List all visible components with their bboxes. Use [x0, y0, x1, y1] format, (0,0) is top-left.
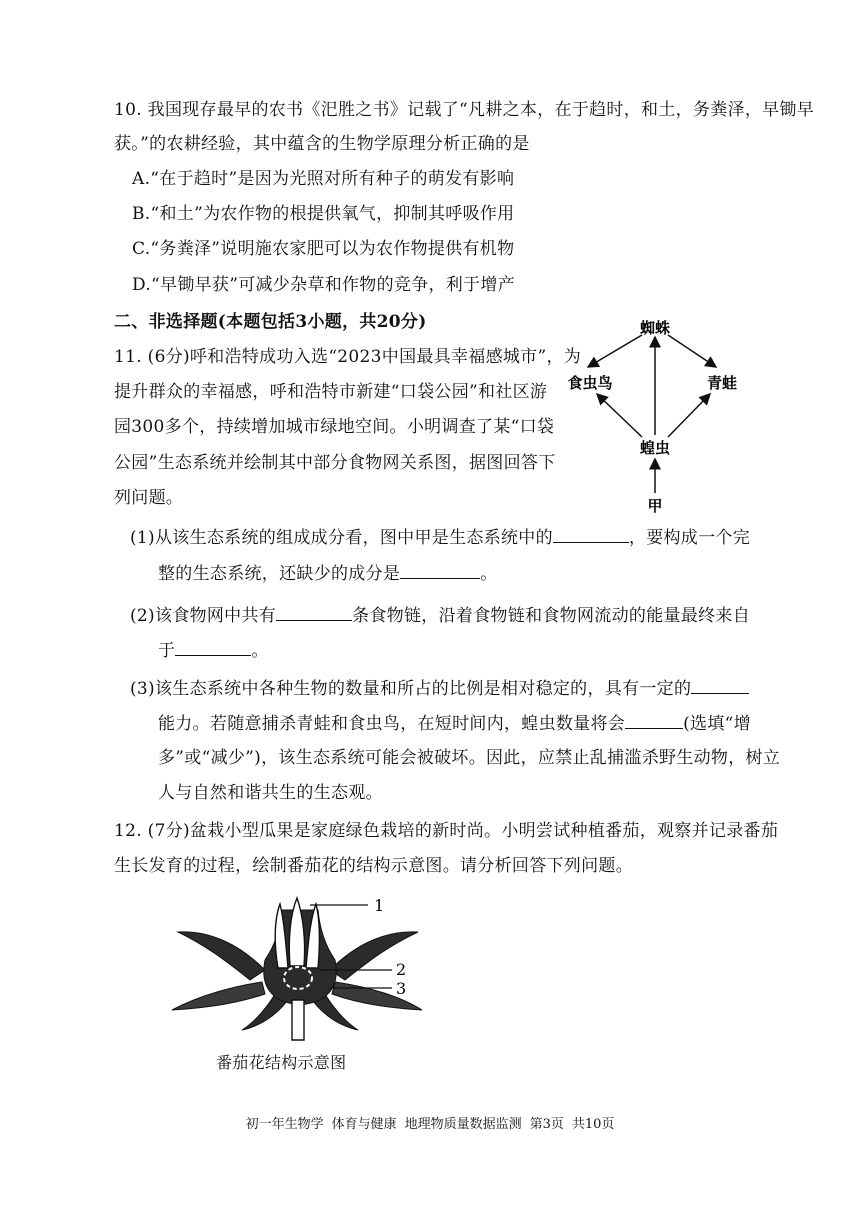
q11-part1-blank2[interactable] [400, 562, 480, 579]
q11-part2-text-c: 于 [158, 641, 176, 661]
label-2: 2 [396, 960, 407, 979]
q11-stem-line2: 提升群众的幸福感，呼和浩特市新建“口袋公园”和社区游 [114, 382, 548, 402]
q10-option-a: A.“在于趋时”是因为光照对所有种子的萌发有影响 [132, 169, 515, 189]
stamens [275, 898, 319, 968]
q11-part3-line4: 人与自然和谐共生的生态观。 [158, 783, 383, 803]
food-web-diagram [560, 315, 760, 515]
q11-part3-text-b: 能力。若随意捕杀青蛙和食虫鸟，在短时间内，蝗虫数量将会 [158, 714, 626, 734]
arrow-spider-to-frog [668, 335, 716, 367]
q10-stem-line1: 10. 我国现存最早的农书《汜胜之书》记载了“凡耕之本，在于趋时，和土，务粪泽，早锄早 [114, 100, 815, 120]
node-insectivorous-bird: 食虫鸟 [567, 374, 613, 392]
q11-part2-text-b: 条食物链，沿着食物链和食物网流动的能量最终来自 [352, 606, 750, 626]
label-3: 3 [396, 979, 407, 998]
q11-part1-line1 [130, 526, 750, 549]
q11-part3-line1 [130, 677, 749, 700]
footer-total: 共10页 [571, 1117, 615, 1132]
flower-stalk [292, 1000, 304, 1040]
footer-geo: 地理物质量数据监测 [404, 1117, 522, 1132]
q10-option-c: C.“务粪泽”说明施农家肥可以为农作物提供有机物 [132, 239, 515, 259]
q11-part2-line1 [130, 604, 750, 627]
q10-stem-line2: 获。”的农耕经验，其中蕴含的生物学原理分析正确的是 [114, 134, 530, 154]
q12-stem-line1: 12. (7分)盆栽小型瓜果是家庭绿色栽培的新时尚。小明尝试种植番茄，观察并记录番茄 [114, 821, 779, 841]
q11-part2-line2 [158, 639, 269, 662]
flower-diagram-caption: 番茄花结构示意图 [216, 1053, 347, 1072]
q11-part3-blank1[interactable] [691, 677, 749, 694]
arrow-locust-to-frog [668, 394, 710, 437]
q11-part3-blank2[interactable] [625, 712, 683, 729]
footer-page: 第3页 [529, 1117, 564, 1132]
node-locust: 蝗虫 [639, 439, 671, 457]
q11-stem-line1: 11. (6分)呼和浩特成功入选“2023中国最具幸福感城市”，为 [114, 347, 582, 367]
q11-part3-line3: 多”或“减少”)，该生态系统可能会被破坏。因此，应禁止乱捕滥杀野生动物，树立 [158, 748, 781, 768]
q11-part1-blank1[interactable] [553, 526, 629, 543]
label-1: 1 [374, 896, 385, 915]
q11-part2-text-d: 。 [251, 641, 269, 661]
page-footer [0, 1113, 860, 1132]
q11-part2-blank2[interactable] [175, 639, 251, 656]
q11-stem-line4: 公园”生态系统并绘制其中部分食物网关系图，据图回答下 [114, 453, 556, 473]
q11-part3-text-a: (3)该生态系统中各种生物的数量和所占的比例是相对稳定的，具有一定的 [130, 679, 692, 699]
node-spider: 蜘蛛 [639, 319, 671, 337]
q12-stem-line2: 生长发育的过程，绘制番茄花的结构示意图。请分析回答下列问题。 [114, 856, 633, 876]
footer-subject: 初一年生物学 [245, 1117, 324, 1132]
q11-stem-line3: 园300多个，持续增加城市绿地空间。小明调查了某“口袋 [114, 417, 555, 437]
q11-part1-text-c: 整的生态系统，还缺少的成分是 [158, 564, 401, 584]
q11-part3-text-c: (选填“增 [683, 714, 751, 734]
q11-part1-text-a: (1)从该生态系统的组成成分看，图中甲是生态系统中的 [130, 528, 553, 548]
tomato-flower-diagram [170, 890, 430, 1050]
q11-part3-line2 [158, 712, 751, 735]
q10-option-d: D.“早锄早获”可减少杂草和作物的竞争，利于增产 [132, 275, 516, 295]
q10-option-b: B.“和土”为农作物的根提供氧气，抑制其呼吸作用 [132, 204, 515, 224]
q11-part2-blank1[interactable] [276, 604, 352, 621]
q11-part1-text-b: ，要构成一个完 [628, 528, 750, 548]
q11-part2-text-a: (2)该食物网中共有 [130, 606, 277, 626]
q11-part1-text-d: 。 [480, 564, 498, 584]
q11-stem-line5: 列问题。 [114, 488, 184, 508]
node-frog: 青蛙 [706, 374, 738, 392]
node-jia: 甲 [647, 497, 663, 515]
arrow-locust-to-bird [597, 394, 642, 437]
q11-part1-line2 [158, 562, 498, 585]
section-heading: 二、非选择题(本题包括3小题，共20分) [114, 312, 427, 332]
footer-pe: 体育与健康 [331, 1117, 397, 1132]
arrow-spider-to-bird [588, 335, 642, 367]
